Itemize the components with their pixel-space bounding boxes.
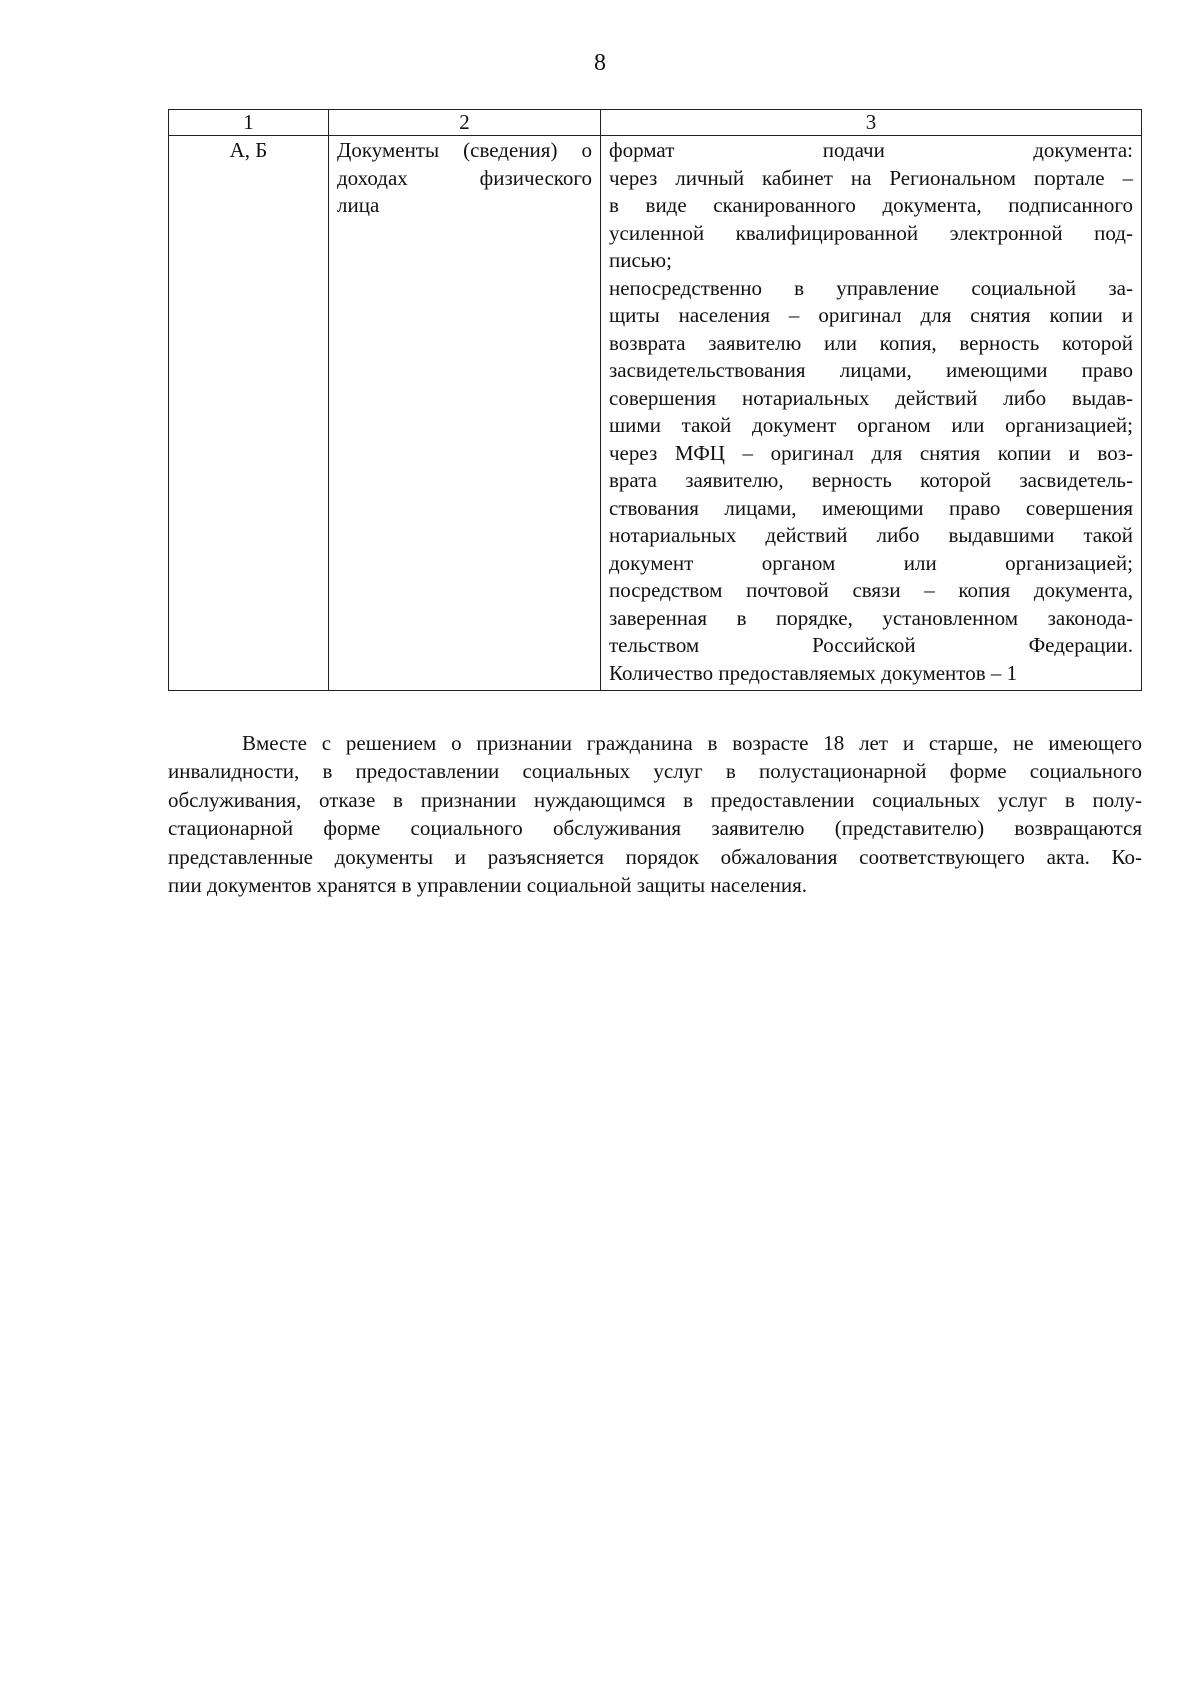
header-col-3: 3 bbox=[601, 110, 1142, 136]
paragraph-line: инвалидности, в предоставлении социальных услуг в полустационарной форме социального bbox=[168, 759, 1142, 784]
submission-format-line: нотариальных действий либо выдавшими такой bbox=[609, 523, 1133, 547]
document-name-line: доходах физического bbox=[337, 165, 592, 190]
paragraph-line: представленные документы и разъясняется порядок обжалования соответствующего акта. Ко- bbox=[168, 844, 1142, 869]
table-header-row bbox=[169, 110, 1142, 136]
submission-format-line: врата заявителю, верность которой засвидетель- bbox=[609, 468, 1133, 492]
submission-format-line: в виде сканированного документа, подписанного bbox=[609, 193, 1133, 217]
cell-submission-format bbox=[601, 136, 1142, 691]
submission-format-line: усиленной квалифицированной электронной под- bbox=[609, 220, 1133, 245]
cell-category: А, Б bbox=[169, 136, 329, 691]
submission-format-line: документ органом или организацией; bbox=[609, 550, 1133, 575]
submission-format-line: возврата заявителю или копия, верность которой bbox=[609, 330, 1133, 355]
cell-document-name bbox=[329, 136, 601, 691]
submission-format-line: Количество предоставляемых документов – 1 bbox=[609, 660, 1018, 685]
submission-format-line: через МФЦ – оригинал для снятия копии и воз- bbox=[609, 440, 1133, 465]
document-name-line: Документы (сведения) о bbox=[337, 138, 592, 162]
documents-table bbox=[168, 109, 1142, 691]
submission-format-line: заверенная в порядке, установленном законода- bbox=[609, 605, 1133, 630]
submission-format-line: щиты населения – оригинал для снятия копии и bbox=[609, 303, 1133, 327]
table-row bbox=[169, 136, 1142, 691]
document-name-line: лица bbox=[337, 193, 380, 217]
header-col-1: 1 bbox=[169, 110, 329, 136]
page-number: 8 bbox=[594, 50, 606, 76]
submission-format-line: непосредственно в управление социальной за- bbox=[609, 275, 1133, 300]
body-paragraph bbox=[168, 729, 1142, 899]
paragraph-line: стационарной форме социального обслуживания заявителю (представителю) возвращаются bbox=[168, 816, 1142, 841]
submission-format-line: писью; bbox=[609, 248, 672, 272]
header-col-2: 2 bbox=[329, 110, 601, 136]
paragraph-line: Вместе с решением о признании гражданина в возрасте 18 лет и старше, не имеющего bbox=[242, 731, 1142, 755]
paragraph-line: обслуживания, отказе в признании нуждающимся в предоставлении социальных услуг в полу- bbox=[168, 787, 1142, 812]
submission-format-line: ствования лицами, имеющими право совершения bbox=[609, 495, 1133, 520]
submission-format-line: через личный кабинет на Региональном портале – bbox=[609, 165, 1133, 190]
submission-format-line: формат подачи документа: bbox=[609, 138, 1133, 162]
submission-format-line: шими такой документ органом или организацией; bbox=[609, 413, 1133, 437]
submission-format-line: засвидетельствования лицами, имеющими право bbox=[609, 358, 1133, 382]
submission-format-line: тельством Российской Федерации. bbox=[609, 633, 1133, 657]
paragraph-line: пии документов хранятся в управлении социальной защиты населения. bbox=[168, 873, 807, 898]
submission-format-line: посредством почтовой связи – копия документа, bbox=[609, 578, 1133, 602]
submission-format-line: совершения нотариальных действий либо выдав- bbox=[609, 385, 1133, 410]
